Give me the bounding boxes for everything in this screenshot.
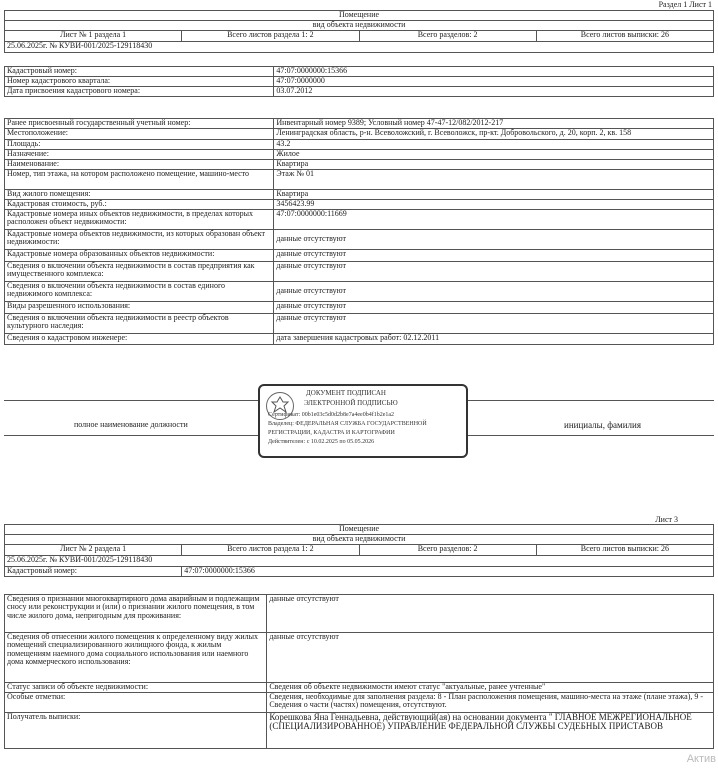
row-label: Ранее присвоенный государственный учетный номер: (5, 119, 274, 129)
row-label: Площадь: (5, 140, 274, 150)
position-label: полное наименование должности (74, 420, 188, 429)
row-label: Номер, тип этажа, на котором расположено помещение, машино-место (5, 170, 274, 190)
row-label: Местоположение: (5, 129, 274, 140)
row-value: Ленинградская область, р-н. Всеволожский, г. Всеволожск, пр-кт. Добровольского, д. 20, корп. 2, кв. 158 (274, 129, 714, 140)
page2-header (4, 524, 714, 577)
stamp-line: Сертификат: 00b1e03c5d0d2b8e7a4ee0b4f1b2e1a2 (268, 412, 395, 418)
row-value: данные отсутствуют (267, 595, 714, 633)
extract-id: 25.06.2025г. № КУВИ-001/2025-129118430 (5, 42, 714, 53)
total-sheets-extract: Всего листов выписки: 26 (536, 545, 713, 556)
row-value: данные отсутствуют (274, 230, 714, 250)
row-value: 47:07:0000000:11669 (274, 210, 714, 230)
row-value: данные отсутствуют (274, 262, 714, 282)
row-value: 3456423.99 (274, 200, 714, 210)
row-label: Получатель выписки: (5, 713, 267, 749)
row-value: Жилое (274, 150, 714, 160)
row-label: Наименование: (5, 160, 274, 170)
row-value: дата завершения кадастровых работ: 02.12.2011 (274, 334, 714, 345)
row-value: 43.2 (274, 140, 714, 150)
page-label: Раздел 1 Лист 1 (658, 0, 712, 9)
row-value: данные отсутствуют (274, 282, 714, 302)
object-title: Помещение (5, 11, 714, 21)
stamp-line: ЭЛЕКТРОННОЙ ПОДПИСЬЮ (304, 399, 398, 407)
page1-header (4, 10, 714, 53)
page1-top-rows (4, 66, 714, 97)
row-value: данные отсутствуют (274, 314, 714, 334)
row-value: Квартира (274, 190, 714, 200)
stamp-line: ДОКУМЕНТ ПОДПИСАН (306, 389, 386, 397)
total-sheets-section: Всего листов раздела 1: 2 (182, 545, 359, 556)
row-value: Инвентарный номер 9389; Условный номер 47-47-12/082/2012-217 (274, 119, 714, 129)
row-label: Кадастровый номер: (5, 67, 274, 77)
object-subtitle: вид объекта недвижимости (5, 535, 714, 545)
row-value: Квартира (274, 160, 714, 170)
row-label: Сведения об отнесении жилого помещения к определенному виду жилых помещений специализированного жилищного фонда, к жилым помещениям наемного дома социального использования или наемного дома коммерческого использования: (5, 633, 267, 683)
sheet-number: Лист № 1 раздела 1 (5, 31, 182, 42)
electronic-signature-stamp (258, 384, 468, 458)
name-label: инициалы, фамилия (564, 420, 641, 430)
row-label: Кадастровая стоимость, руб.: (5, 200, 274, 210)
row-label: Сведения о кадастровом инженере: (5, 334, 274, 345)
page-label: Лист 3 (655, 515, 678, 524)
row-value: Корешкова Яна Геннадьевна, действующий(ая) на основании документа " ГЛАВНОЕ МЕЖРЕГИОНАЛЬНОЕ (СПЕЦИАЛИЗИРОВАННОЕ) УПРАВЛЕНИЕ ФЕДЕРАЛЬНОЙ СЛУЖБЫ СУДЕБНЫХ ПРИСТАВОВ (267, 713, 714, 749)
row-label: Кадастровые номера образованных объектов недвижимости: (5, 250, 274, 262)
row-label: Особые отметки: (5, 693, 267, 713)
extract-id: 25.06.2025г. № КУВИ-001/2025-129118430 (5, 556, 714, 567)
cadastral-value: 47:07:0000000:15366 (182, 567, 714, 577)
object-title: Помещение (5, 525, 714, 535)
row-label: Вид жилого помещения: (5, 190, 274, 200)
row-label: Кадастровые номера иных объектов недвижимости, в пределах которых расположен объект недвижимости: (5, 210, 274, 230)
row-value: 03.07.2012 (274, 87, 714, 97)
row-value: данные отсутствуют (274, 250, 714, 262)
row-label: Дата присвоения кадастрового номера: (5, 87, 274, 97)
page1-details-table (4, 118, 714, 345)
row-value: 47:07:0000000 (274, 77, 714, 87)
total-sheets-extract: Всего листов выписки: 26 (536, 31, 713, 42)
total-sections: Всего разделов: 2 (359, 31, 536, 42)
watermark: Актив (686, 753, 716, 766)
row-label: Назначение: (5, 150, 274, 160)
row-value: Сведения, необходимые для заполнения раздела: 8 - План расположения помещения, машино-места на этаже (плане этажа), 9 - Сведения о части (частях) помещения, отсутствуют. (267, 693, 714, 713)
stamp-line: Владелец: ФЕДЕРАЛЬНАЯ СЛУЖБА ГОСУДАРСТВЕННОЙ (268, 421, 427, 427)
sheet-number: Лист № 2 раздела 1 (5, 545, 182, 556)
row-value: данные отсутствуют (267, 633, 714, 683)
row-value: данные отсутствуют (274, 302, 714, 314)
row-value: 47:07:0000000:15366 (274, 67, 714, 77)
stamp-line: Действителен: с 10.02.2025 по 05.05.2026 (268, 439, 375, 445)
page2-details-table (4, 594, 714, 749)
row-label: Сведения о включении объекта недвижимости в состав предприятия как имущественного комплекса: (5, 262, 274, 282)
object-subtitle: вид объекта недвижимости (5, 21, 714, 31)
row-label: Номер кадастрового квартала: (5, 77, 274, 87)
total-sections: Всего разделов: 2 (359, 545, 536, 556)
cadastral-label: Кадастровый номер: (5, 567, 182, 577)
row-value: Сведения об объекте недвижимости имеют статус "актуальные, ранее учтенные" (267, 683, 714, 693)
total-sheets-section: Всего листов раздела 1: 2 (182, 31, 359, 42)
row-label: Виды разрешенного использования: (5, 302, 274, 314)
row-label: Сведения о включении объекта недвижимости в реестр объектов культурного наследия: (5, 314, 274, 334)
row-label: Сведения о включении объекта недвижимости в состав единого недвижимого комплекса: (5, 282, 274, 302)
row-value: Этаж № 01 (274, 170, 714, 190)
row-label: Кадастровые номера объектов недвижимости, из которых образован объект недвижимости: (5, 230, 274, 250)
row-label: Сведения о признании многоквартирного дома аварийным и подлежащим сносу или реконструкции и (или) о признании жилого помещения, в том числе жилого дома, непригодным для проживания: (5, 595, 267, 633)
row-label: Статус записи об объекте недвижимости: (5, 683, 267, 693)
stamp-line: РЕГИСТРАЦИИ, КАДАСТРА И КАРТОГРАФИИ (268, 430, 395, 436)
